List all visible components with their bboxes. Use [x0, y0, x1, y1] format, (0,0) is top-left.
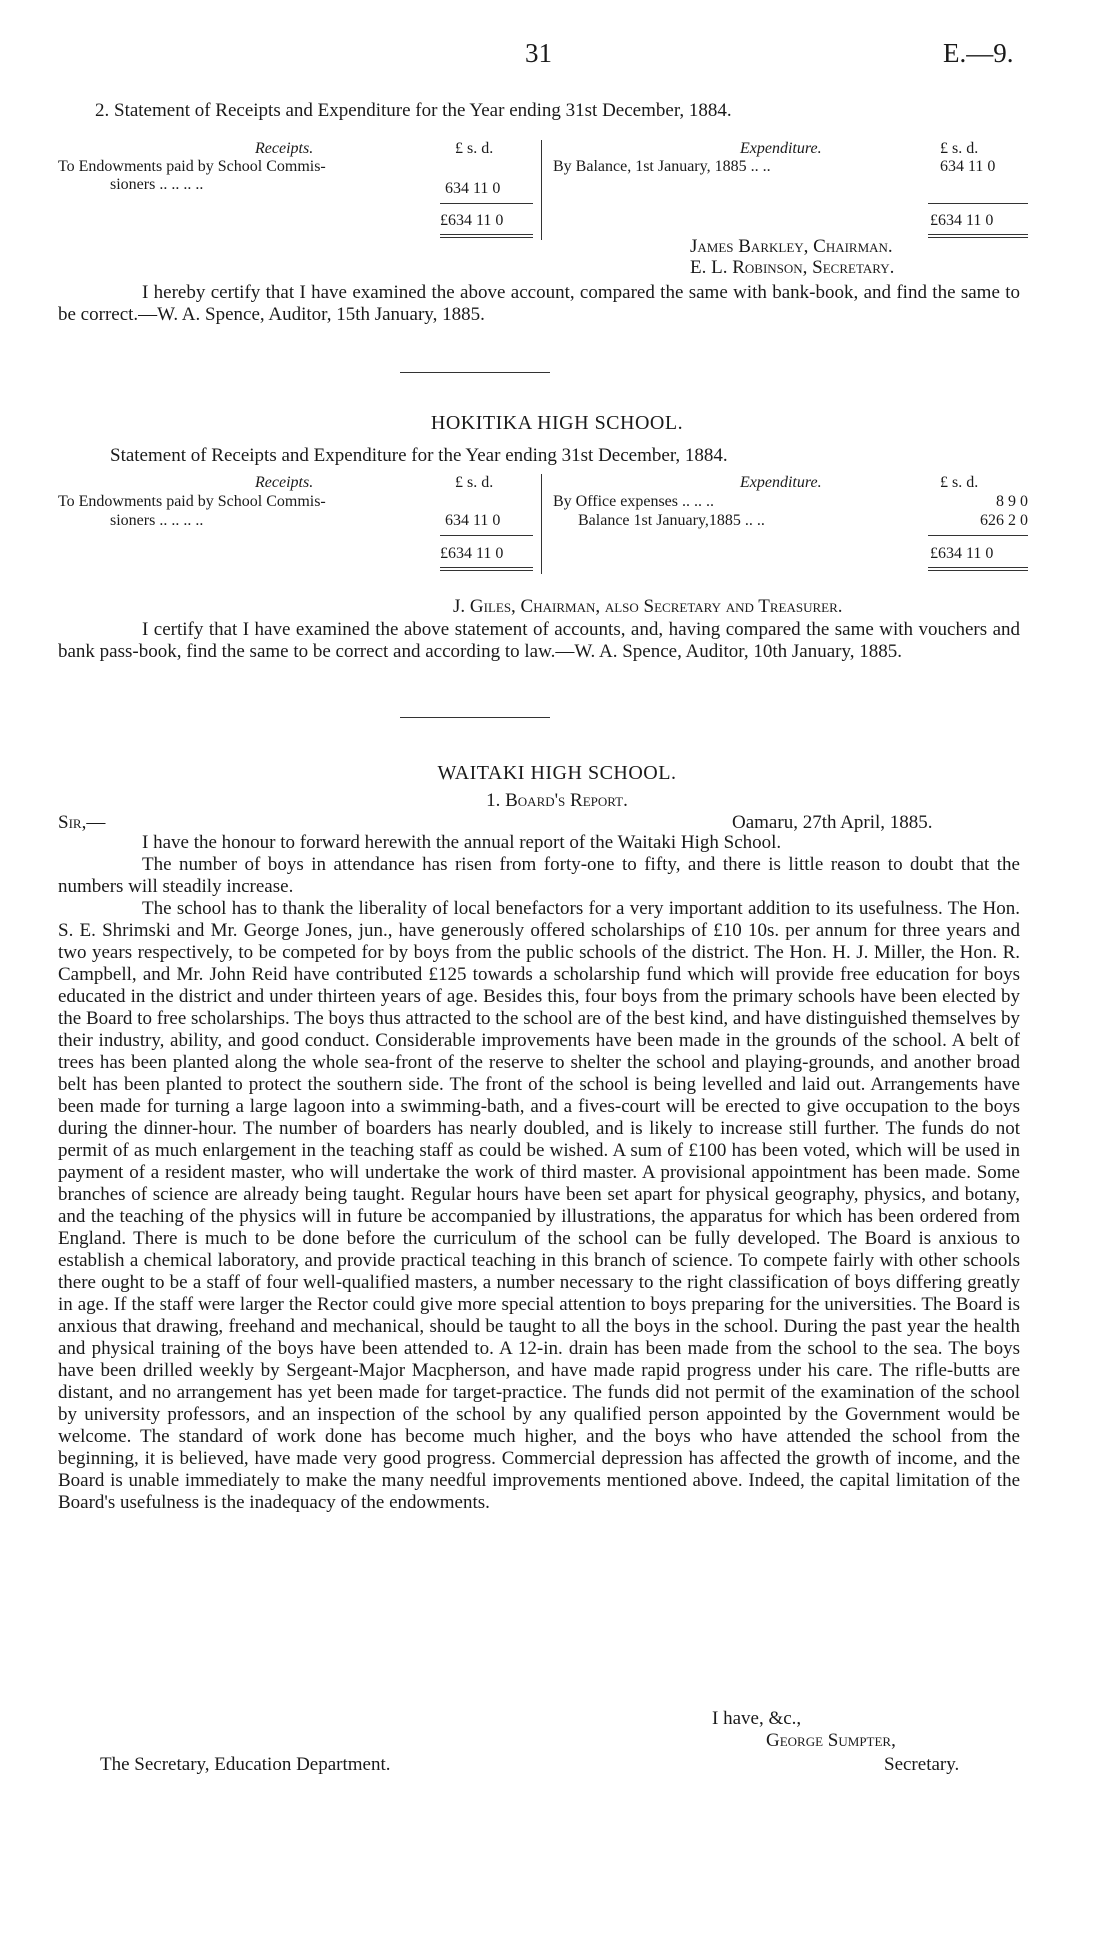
school-title: WAITAKI HIGH SCHOOL. [437, 762, 677, 784]
rule [928, 237, 1028, 238]
school-title: HOKITIKA HIGH SCHOOL. [430, 412, 684, 434]
receipt-line: To Endowments paid by School Commis- [58, 158, 326, 175]
receipt-total: £634 11 0 [440, 212, 504, 229]
rule [440, 203, 533, 204]
column-divider [541, 474, 542, 574]
report-paragraph: The school has to thank the liberality of local benefactors for a very important addition to its usefulness. The Hon. S. E. Shrimski and Mr. George Jones, jun., have generously offered scholarships of £10 10s. per annum for three years and two years respectively, to be competed for by boys from the public schools of the district. The Hon. H. J. Miller, the Hon. R. Campbell, and Mr. John Reid have contributed £125 towards a scholarship fund which will provide free education for boys educated in the district and under thirteen years of age. Besides this, four boys from the primary schools have been elected by the Board to free scholarships. The boys thus attracted to the school are of the best kind, and have distinguished themselves by their industry, ability, and good conduct. Considerable improvements have been made in the grounds of the school. A belt of trees has been planted along the whole sea-front of the reserve to shelter the school and playing-grounds, and another broad belt has been planted to protect the southern side. The front of the school is being levelled and laid out. Arrangements have been made for turning a large lagoon into a swimming-bath, and a fives-court will be erected to give occupation to the boys during the dinner-hour. The number of boarders has nearly doubled, and is likely to increase still further. The funds do not permit of as much enlargement in the teaching staff as could be wished. A sum of £100 has been voted, which will be used in payment of a resident master, who will undertake the work of third master. A provisional appointment has been made. Some branches of science are already being taught. Regular hours have been set apart for physical geography, physics, and botany, and the teaching of the physics will in future be accompanied by illustrations, the apparatus for which has been ordered from England. There is much to be done before the curriculum of the school can be fully developed. The Board is anxious to establish a chemical laboratory, and provide practical teaching in this branch of science. To compete fairly with other schools there ought to be a staff of four well-qualified masters, a number necessary to the right classification of boys differing greatly in age. If the staff were larger the Rector could give more special attention to boys preparing for the universities. The Board is anxious that drawing, freehand and mechanical, should be taught to all the boys in the school. During the past year the health and physical training of the boys have been attended to. A 12-in. drain has been made from the school to the sea. The boys have been drilled weekly by Sergeant-Major Macpherson, and have made rapid progress under his care. The rifle-butts are distant, and no arrangement has yet been made for target-practice. The funds did not permit of the examination of the school by university professors, and an inspection of the school by any qualified person appointed by the Government would be welcome. The standard of work done has become much higher, and the boys who have attended the school from the beginning, it is believed, have made very good progress. Commercial depression has affected the growth of income, and the Board is unable immediately to make the many needful improvements mentioned above. Indeed, the capital limitation of the Board's usefulness is the inadequacy of the endowments. [58, 898, 1020, 1513]
certification-paragraph: I hereby certify that I have examined the above account, compared the same with bank-book, and find the same to be correct.—W. A. Spence, Auditor, 15th January, 1885. [58, 282, 1020, 325]
money-heading-right: £ s. d. [940, 474, 979, 491]
report-paragraph: The number of boys in attendance has risen from forty-one to fifty, and there is little reason to doubt that the numbers will steadily increase. [58, 854, 1020, 897]
expenditure-heading: Expenditure. [740, 140, 822, 157]
rule [440, 234, 533, 235]
expenditure-amount: 634 11 0 [940, 158, 996, 175]
expenditure-amount: 8 9 0 [996, 493, 1028, 510]
expenditure-total: £634 11 0 [930, 545, 994, 562]
expenditure-line: By Office expenses .. .. .. [553, 493, 714, 510]
expenditure-heading: Expenditure. [740, 474, 822, 491]
rule [928, 567, 1028, 568]
section-divider [400, 717, 550, 718]
addressee: The Secretary, Education Department. [100, 1754, 391, 1775]
expenditure-amount: 626 2 0 [980, 512, 1028, 529]
money-heading-right: £ s. d. [940, 140, 979, 157]
receipt-amount: 634 11 0 [445, 180, 501, 197]
certification-paragraph: I certify that I have examined the above statement of accounts, and, having compared the same with vouchers and bank pass-book, find the same to be correct and according to law.—W. A. Spence, Auditor, 10th January, 1885. [58, 619, 1020, 662]
receipt-line: sioners .. .. .. .. [110, 176, 204, 193]
signatory: E. L. Robinson, Secretary. [690, 257, 895, 278]
rule [440, 237, 533, 238]
statement-title-1 [95, 100, 732, 122]
rule [440, 570, 533, 571]
receipt-amount: 634 11 0 [445, 512, 501, 529]
rule [440, 567, 533, 568]
salutation: Sir,— [58, 812, 106, 833]
statement-title-text: 2. Statement of Receipts and Expenditure for the Year ending 31st December, 1884. [95, 100, 732, 121]
receipts-heading: Receipts. [255, 474, 314, 491]
signatory-title: Secretary. [884, 1754, 960, 1775]
report-title: 1. Board's Report. [486, 790, 628, 811]
rule [440, 535, 533, 536]
rule [928, 570, 1028, 571]
receipt-line: To Endowments paid by School Commis- [58, 493, 326, 510]
expenditure-line: Balance 1st January,1885 .. .. [578, 512, 765, 529]
money-heading-left: £ s. d. [455, 474, 494, 491]
closing: I have, &c., [712, 1708, 802, 1729]
report-paragraph: I have the honour to forward herewith the annual report of the Waitaki High School. [142, 832, 782, 853]
signatory: J. Giles, Chairman, also Secretary and Treasurer. [453, 596, 843, 617]
expenditure-total: £634 11 0 [930, 212, 994, 229]
statement-title-2: Statement of Receipts and Expenditure for the Year ending 31st December, 1884. [110, 445, 728, 466]
money-heading-left: £ s. d. [455, 140, 494, 157]
rule [928, 234, 1028, 235]
section-divider [400, 372, 550, 373]
rule [928, 535, 1028, 536]
page-number: 31 [525, 38, 552, 68]
rule [928, 203, 1028, 204]
receipt-total: £634 11 0 [440, 545, 504, 562]
signatory-name: George Sumpter, [766, 1730, 896, 1751]
column-divider [541, 140, 542, 240]
signatory: James Barkley, Chairman. [690, 236, 893, 257]
receipts-heading: Receipts. [255, 140, 314, 157]
receipt-line: sioners .. .. .. .. [110, 512, 204, 529]
place-date: Oamaru, 27th April, 1885. [732, 812, 933, 833]
expenditure-line: By Balance, 1st January, 1885 .. .. [553, 158, 771, 175]
series-code: E.—9. [943, 38, 1014, 68]
